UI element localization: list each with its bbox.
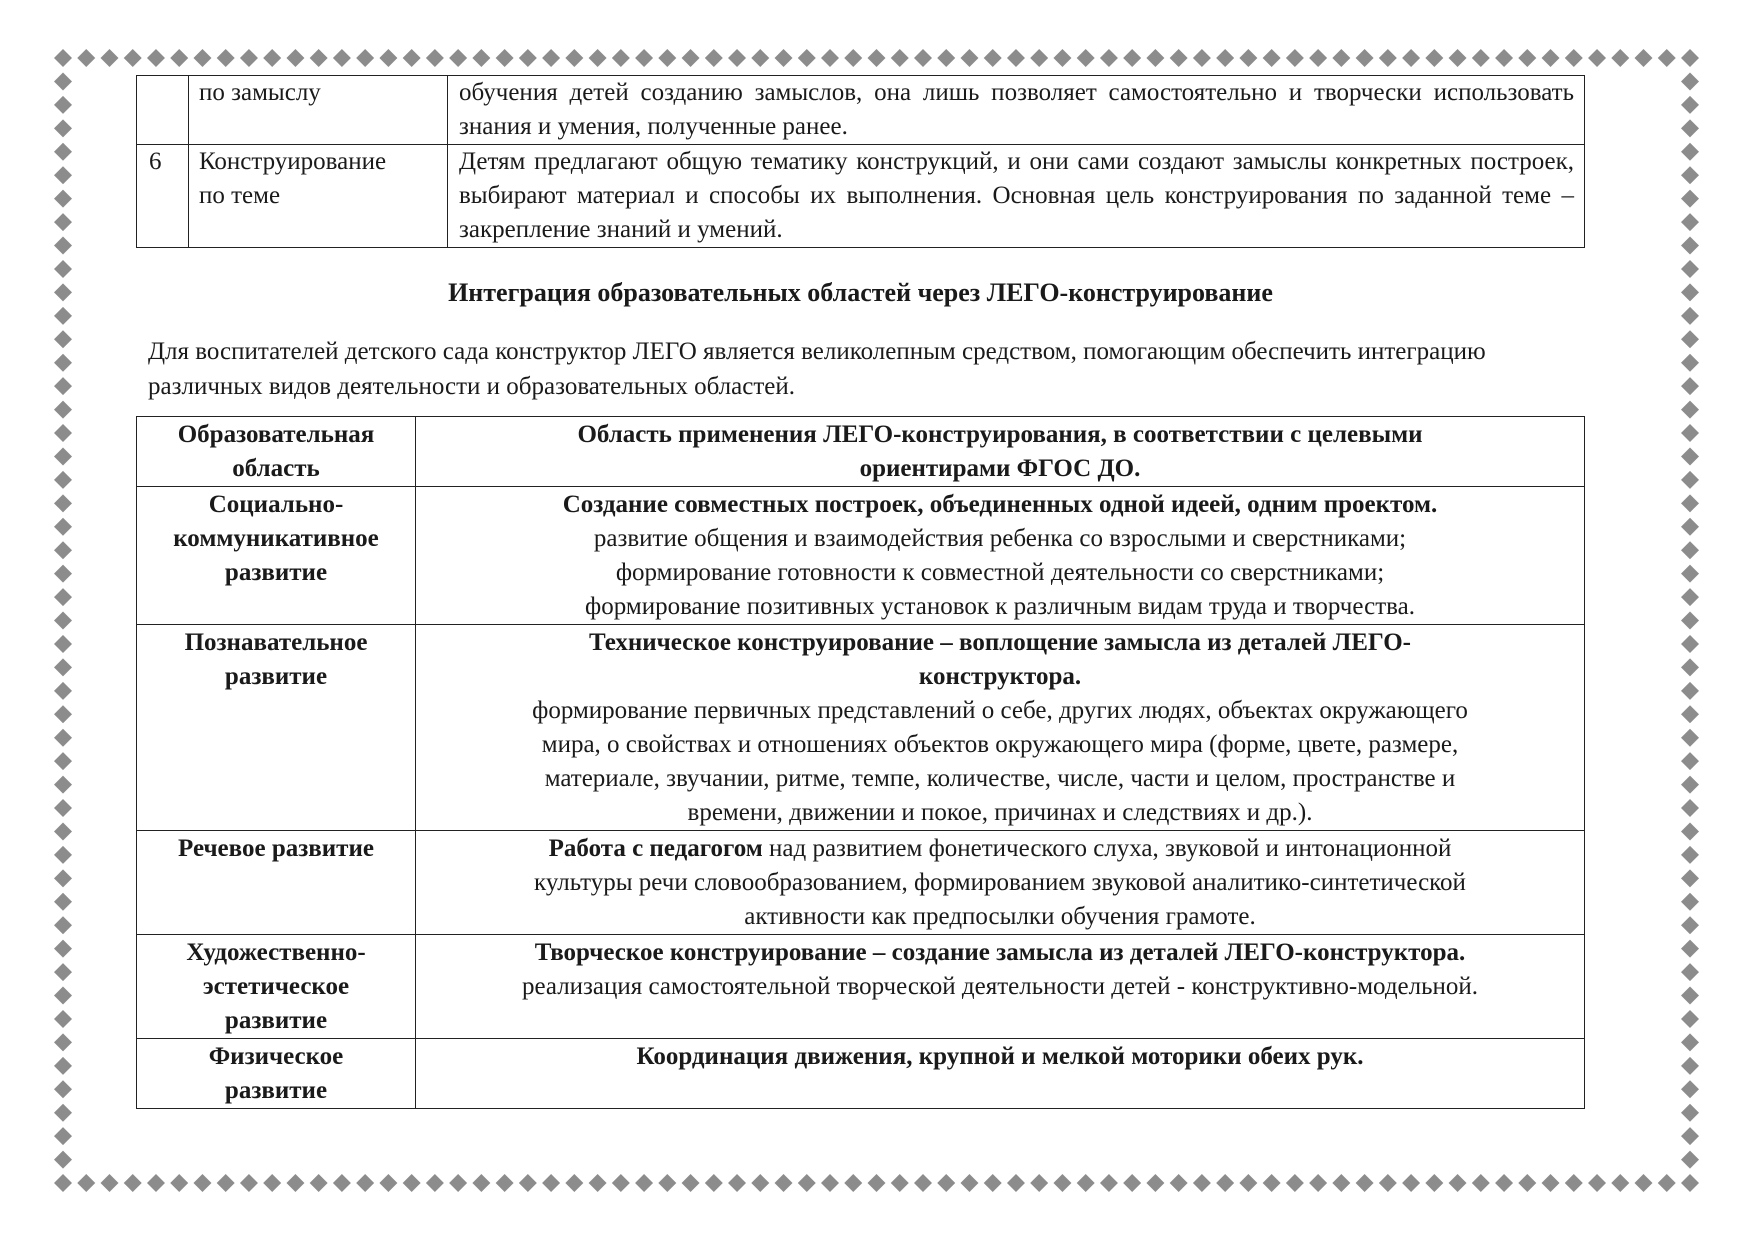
border-diamond xyxy=(1681,190,1699,208)
border-diamond xyxy=(333,1174,351,1192)
border-diamond xyxy=(54,635,72,653)
border-diamond xyxy=(379,49,397,67)
border-diamond xyxy=(54,1104,72,1122)
area-physical: Физическое развитие xyxy=(137,1039,416,1109)
border-diamond xyxy=(193,49,211,67)
border-diamond xyxy=(54,1057,72,1075)
border-diamond xyxy=(1146,49,1164,67)
border-diamond xyxy=(54,471,72,489)
border-diamond xyxy=(1681,1080,1699,1098)
application-speech: Работа с педагогом над развитием фонетического слуха, звуковой и интонационной культуры речи словообразованием, формированием звуковой аналитико-синтетической активности как предпосылки обучения грамоте. xyxy=(416,831,1585,935)
border-diamond xyxy=(1449,49,1467,67)
border-diamond xyxy=(844,49,862,67)
border-diamond xyxy=(1635,1174,1653,1192)
border-diamond xyxy=(1239,49,1257,67)
border-diamond xyxy=(54,1174,72,1192)
border-diamond xyxy=(1030,1174,1048,1192)
border-diamond xyxy=(1681,283,1699,301)
border-diamond xyxy=(891,49,909,67)
border-diamond xyxy=(1309,49,1327,67)
border-diamond xyxy=(1356,1174,1374,1192)
border-diamond xyxy=(1681,1151,1699,1169)
table-row xyxy=(137,831,1585,935)
border-diamond xyxy=(147,49,165,67)
border-diamond xyxy=(1053,49,1071,67)
border-diamond xyxy=(77,49,95,67)
border-diamond xyxy=(612,49,630,67)
border-diamond xyxy=(1565,49,1583,67)
border-diamond xyxy=(1681,96,1699,114)
border-diamond xyxy=(705,1174,723,1192)
border-diamond xyxy=(1193,1174,1211,1192)
border-diamond xyxy=(54,541,72,559)
border-diamond xyxy=(821,1174,839,1192)
area-speech: Речевое развитие xyxy=(137,831,416,935)
border-diamond xyxy=(217,49,235,67)
border-diamond xyxy=(54,330,72,348)
border-diamond xyxy=(1681,541,1699,559)
border-diamond xyxy=(1332,49,1350,67)
border-diamond xyxy=(775,49,793,67)
border-diamond xyxy=(1472,1174,1490,1192)
border-diamond xyxy=(1681,1104,1699,1122)
border-diamond xyxy=(54,72,72,90)
header-application: Область применения ЛЕГО-конструирования, в соответствии с целевыми ориентирами ФГОС ДО. xyxy=(416,417,1585,487)
border-diamond xyxy=(1681,612,1699,630)
border-diamond xyxy=(54,1127,72,1145)
border-diamond xyxy=(1681,72,1699,90)
border-diamond xyxy=(1681,822,1699,840)
border-diamond xyxy=(1588,49,1606,67)
border-diamond xyxy=(868,49,886,67)
border-diamond xyxy=(54,869,72,887)
border-diamond xyxy=(728,1174,746,1192)
table-row xyxy=(137,625,1585,831)
border-diamond xyxy=(1681,354,1699,372)
border-diamond xyxy=(751,49,769,67)
border-diamond xyxy=(751,1174,769,1192)
border-diamond xyxy=(54,401,72,419)
border-diamond xyxy=(1518,1174,1536,1192)
border-diamond xyxy=(1681,776,1699,794)
border-diamond xyxy=(1681,869,1699,887)
border-diamond xyxy=(1681,846,1699,864)
border-diamond xyxy=(1681,307,1699,325)
border-diamond xyxy=(1542,49,1560,67)
border-diamond xyxy=(1611,49,1629,67)
border-diamond xyxy=(310,1174,328,1192)
border-diamond xyxy=(612,1174,630,1192)
border-diamond xyxy=(449,49,467,67)
border-diamond xyxy=(54,588,72,606)
method-name: по замыслу xyxy=(189,76,448,145)
border-diamond xyxy=(960,49,978,67)
border-diamond xyxy=(54,424,72,442)
border-diamond xyxy=(100,1174,118,1192)
border-diamond xyxy=(1681,682,1699,700)
border-diamond xyxy=(170,1174,188,1192)
border-diamond xyxy=(844,1174,862,1192)
border-diamond xyxy=(217,1174,235,1192)
intro-paragraph: Для воспитателей детского сада конструктор ЛЕГО является великолепным средством, помогающим обеспечить интеграцию различных видов деятельности и образовательных областей. xyxy=(148,338,1486,400)
border-diamond xyxy=(54,96,72,114)
border-diamond xyxy=(124,49,142,67)
border-diamond xyxy=(1588,1174,1606,1192)
border-diamond xyxy=(682,1174,700,1192)
border-diamond xyxy=(54,354,72,372)
border-diamond xyxy=(1402,1174,1420,1192)
border-diamond xyxy=(1681,213,1699,231)
border-diamond xyxy=(1681,705,1699,723)
table-row xyxy=(137,1039,1585,1109)
border-diamond xyxy=(1286,49,1304,67)
border-diamond xyxy=(240,49,258,67)
border-diamond xyxy=(77,1174,95,1192)
border-diamond xyxy=(124,1174,142,1192)
row-number xyxy=(137,76,189,145)
border-diamond xyxy=(1449,1174,1467,1192)
border-diamond xyxy=(519,1174,537,1192)
application-social: Создание совместных построек, объединенных одной идеей, одним проектом. развитие общения и взаимодействия ребенка со взрослыми и сверстниками; формирование готовности к совместной деятельности со сверстниками; формирование позитивных установок к различным видам труда и творчества. xyxy=(416,487,1585,625)
border-diamond xyxy=(1681,401,1699,419)
border-diamond xyxy=(496,49,514,67)
border-diamond xyxy=(54,682,72,700)
border-diamond xyxy=(54,143,72,161)
border-diamond xyxy=(263,1174,281,1192)
application-cognitive: Техническое конструирование – воплощение замысла из деталей ЛЕГО- конструктора. формирование первичных представлений о себе, других людях, объектах окружающего мира, о свойствах и отношениях объектов окружающего мира (форме, цвете, размере, материале, звучании, ритме, темпе, количестве, числе, части и целом, пространстве и времени, движении и покое, причинах и следствиях и др.). xyxy=(416,625,1585,831)
area-artistic: Художественно- эстетическое развитие xyxy=(137,935,416,1039)
border-diamond xyxy=(1542,1174,1560,1192)
method-name: Конструирование по теме xyxy=(189,145,448,248)
border-diamond xyxy=(100,49,118,67)
border-diamond xyxy=(147,1174,165,1192)
border-diamond xyxy=(1681,729,1699,747)
border-diamond xyxy=(1216,49,1234,67)
border-diamond xyxy=(519,49,537,67)
border-diamond xyxy=(1681,1033,1699,1051)
table-row xyxy=(137,145,1585,248)
border-diamond xyxy=(1216,1174,1234,1192)
border-diamond xyxy=(589,49,607,67)
border-diamond xyxy=(542,1174,560,1192)
border-diamond xyxy=(565,49,583,67)
border-diamond xyxy=(658,49,676,67)
border-diamond xyxy=(798,49,816,67)
border-diamond xyxy=(54,213,72,231)
border-diamond xyxy=(1681,237,1699,255)
border-diamond xyxy=(798,1174,816,1192)
border-diamond xyxy=(54,447,72,465)
border-diamond xyxy=(1146,1174,1164,1192)
border-diamond xyxy=(54,893,72,911)
border-diamond xyxy=(54,166,72,184)
section-heading: Интеграция образовательных областей через ЛЕГО-конструирование xyxy=(448,278,1273,307)
border-diamond xyxy=(1681,963,1699,981)
border-diamond xyxy=(54,1080,72,1098)
border-diamond xyxy=(54,1033,72,1051)
border-diamond xyxy=(426,1174,444,1192)
border-diamond xyxy=(54,260,72,278)
border-diamond xyxy=(1681,635,1699,653)
border-diamond xyxy=(1681,1057,1699,1075)
border-diamond xyxy=(403,49,421,67)
border-diamond xyxy=(1681,916,1699,934)
border-diamond xyxy=(1332,1174,1350,1192)
border-diamond xyxy=(937,1174,955,1192)
border-diamond xyxy=(1263,49,1281,67)
border-diamond xyxy=(1681,893,1699,911)
header-area: Образовательная область xyxy=(137,417,416,487)
border-diamond xyxy=(379,1174,397,1192)
integration-table xyxy=(136,416,1585,1109)
border-diamond xyxy=(1170,49,1188,67)
border-diamond xyxy=(1402,49,1420,67)
border-diamond xyxy=(1658,49,1676,67)
border-diamond xyxy=(1681,424,1699,442)
border-diamond xyxy=(1681,518,1699,536)
table-row xyxy=(137,76,1585,145)
border-diamond xyxy=(868,1174,886,1192)
border-diamond xyxy=(658,1174,676,1192)
border-diamond xyxy=(1170,1174,1188,1192)
border-diamond xyxy=(1681,1127,1699,1145)
border-diamond xyxy=(1379,1174,1397,1192)
border-diamond xyxy=(1425,49,1443,67)
border-diamond xyxy=(1635,49,1653,67)
border-diamond xyxy=(1611,1174,1629,1192)
border-diamond xyxy=(54,658,72,676)
border-diamond xyxy=(54,237,72,255)
border-diamond xyxy=(1681,143,1699,161)
border-diamond xyxy=(472,49,490,67)
border-diamond xyxy=(54,705,72,723)
border-diamond xyxy=(1681,1174,1699,1192)
border-diamond xyxy=(1681,1010,1699,1028)
border-diamond xyxy=(542,49,560,67)
border-diamond xyxy=(1495,49,1513,67)
border-diamond xyxy=(1309,1174,1327,1192)
table-header-row xyxy=(137,417,1585,487)
border-diamond xyxy=(54,1151,72,1169)
border-diamond xyxy=(1239,1174,1257,1192)
border-diamond xyxy=(1286,1174,1304,1192)
border-diamond xyxy=(682,49,700,67)
border-diamond xyxy=(54,1010,72,1028)
border-diamond xyxy=(54,729,72,747)
border-diamond xyxy=(1100,1174,1118,1192)
border-diamond xyxy=(426,49,444,67)
border-diamond xyxy=(1100,49,1118,67)
border-diamond xyxy=(1658,1174,1676,1192)
border-diamond xyxy=(54,307,72,325)
border-diamond xyxy=(1053,1174,1071,1192)
border-diamond xyxy=(1263,1174,1281,1192)
border-diamond xyxy=(1472,49,1490,67)
border-diamond xyxy=(449,1174,467,1192)
border-diamond xyxy=(310,49,328,67)
border-diamond xyxy=(403,1174,421,1192)
border-diamond xyxy=(54,963,72,981)
border-diamond xyxy=(635,49,653,67)
border-diamond xyxy=(1193,49,1211,67)
table-row xyxy=(137,487,1585,625)
border-diamond xyxy=(1007,49,1025,67)
border-diamond xyxy=(54,987,72,1005)
border-diamond xyxy=(1077,1174,1095,1192)
border-diamond xyxy=(472,1174,490,1192)
table-row xyxy=(137,935,1585,1039)
border-diamond xyxy=(635,1174,653,1192)
border-diamond xyxy=(54,565,72,583)
border-diamond xyxy=(54,283,72,301)
border-diamond xyxy=(263,49,281,67)
method-description: обучения детей созданию замыслов, она лишь позволяет самостоятельно и творчески использовать знания и умения, полученные ранее. xyxy=(448,76,1585,145)
border-diamond xyxy=(1681,987,1699,1005)
border-diamond xyxy=(1518,49,1536,67)
row-number: 6 xyxy=(137,145,189,248)
border-diamond xyxy=(1681,330,1699,348)
border-diamond xyxy=(240,1174,258,1192)
border-diamond xyxy=(1681,565,1699,583)
border-diamond xyxy=(1681,260,1699,278)
application-artistic: Творческое конструирование – создание замысла из деталей ЛЕГО-конструктора. реализация самостоятельной творческой деятельности детей - конструктивно-модельной. xyxy=(416,935,1585,1039)
area-social: Социально- коммуникативное развитие xyxy=(137,487,416,625)
border-diamond xyxy=(170,49,188,67)
border-diamond xyxy=(1495,1174,1513,1192)
border-diamond xyxy=(1681,940,1699,958)
border-diamond xyxy=(54,190,72,208)
border-diamond xyxy=(286,49,304,67)
border-diamond xyxy=(775,1174,793,1192)
border-diamond xyxy=(54,612,72,630)
border-diamond xyxy=(1681,377,1699,395)
border-diamond xyxy=(1379,49,1397,67)
border-diamond xyxy=(1681,471,1699,489)
methods-table xyxy=(136,75,1585,248)
border-diamond xyxy=(54,799,72,817)
border-diamond xyxy=(937,49,955,67)
border-diamond xyxy=(705,49,723,67)
border-diamond xyxy=(984,49,1002,67)
border-diamond xyxy=(1077,49,1095,67)
border-diamond xyxy=(565,1174,583,1192)
border-diamond xyxy=(496,1174,514,1192)
border-diamond xyxy=(914,1174,932,1192)
border-diamond xyxy=(54,752,72,770)
border-diamond xyxy=(1681,588,1699,606)
border-diamond xyxy=(589,1174,607,1192)
border-diamond xyxy=(960,1174,978,1192)
method-description: Детям предлагают общую тематику конструкций, и они сами создают замыслы конкретных построек, выбирают материал и способы их выполнения. Основная цель конструирования по заданной теме – закрепление знаний и умений. xyxy=(448,145,1585,248)
border-diamond xyxy=(193,1174,211,1192)
border-diamond xyxy=(1681,494,1699,512)
border-diamond xyxy=(728,49,746,67)
border-diamond xyxy=(1565,1174,1583,1192)
border-diamond xyxy=(356,49,374,67)
border-diamond xyxy=(891,1174,909,1192)
border-diamond xyxy=(54,916,72,934)
border-diamond xyxy=(356,1174,374,1192)
border-diamond xyxy=(54,119,72,137)
border-diamond xyxy=(54,822,72,840)
border-diamond xyxy=(984,1174,1002,1192)
area-cognitive: Познавательное развитие xyxy=(137,625,416,831)
border-diamond xyxy=(914,49,932,67)
border-diamond xyxy=(1030,49,1048,67)
border-diamond xyxy=(1681,447,1699,465)
border-diamond xyxy=(1681,658,1699,676)
border-diamond xyxy=(1425,1174,1443,1192)
border-diamond xyxy=(54,940,72,958)
border-diamond xyxy=(54,518,72,536)
border-diamond xyxy=(1356,49,1374,67)
application-physical: Координация движения, крупной и мелкой моторики обеих рук. xyxy=(416,1039,1585,1109)
border-diamond xyxy=(333,49,351,67)
border-diamond xyxy=(54,494,72,512)
border-diamond xyxy=(1681,119,1699,137)
border-diamond xyxy=(1007,1174,1025,1192)
border-diamond xyxy=(286,1174,304,1192)
border-diamond xyxy=(54,377,72,395)
border-diamond xyxy=(54,49,72,67)
border-diamond xyxy=(821,49,839,67)
border-diamond xyxy=(1681,166,1699,184)
border-diamond xyxy=(54,776,72,794)
border-diamond xyxy=(1681,799,1699,817)
border-diamond xyxy=(1681,49,1699,67)
border-diamond xyxy=(1681,752,1699,770)
border-diamond xyxy=(1123,49,1141,67)
border-diamond xyxy=(54,846,72,864)
border-diamond xyxy=(1123,1174,1141,1192)
